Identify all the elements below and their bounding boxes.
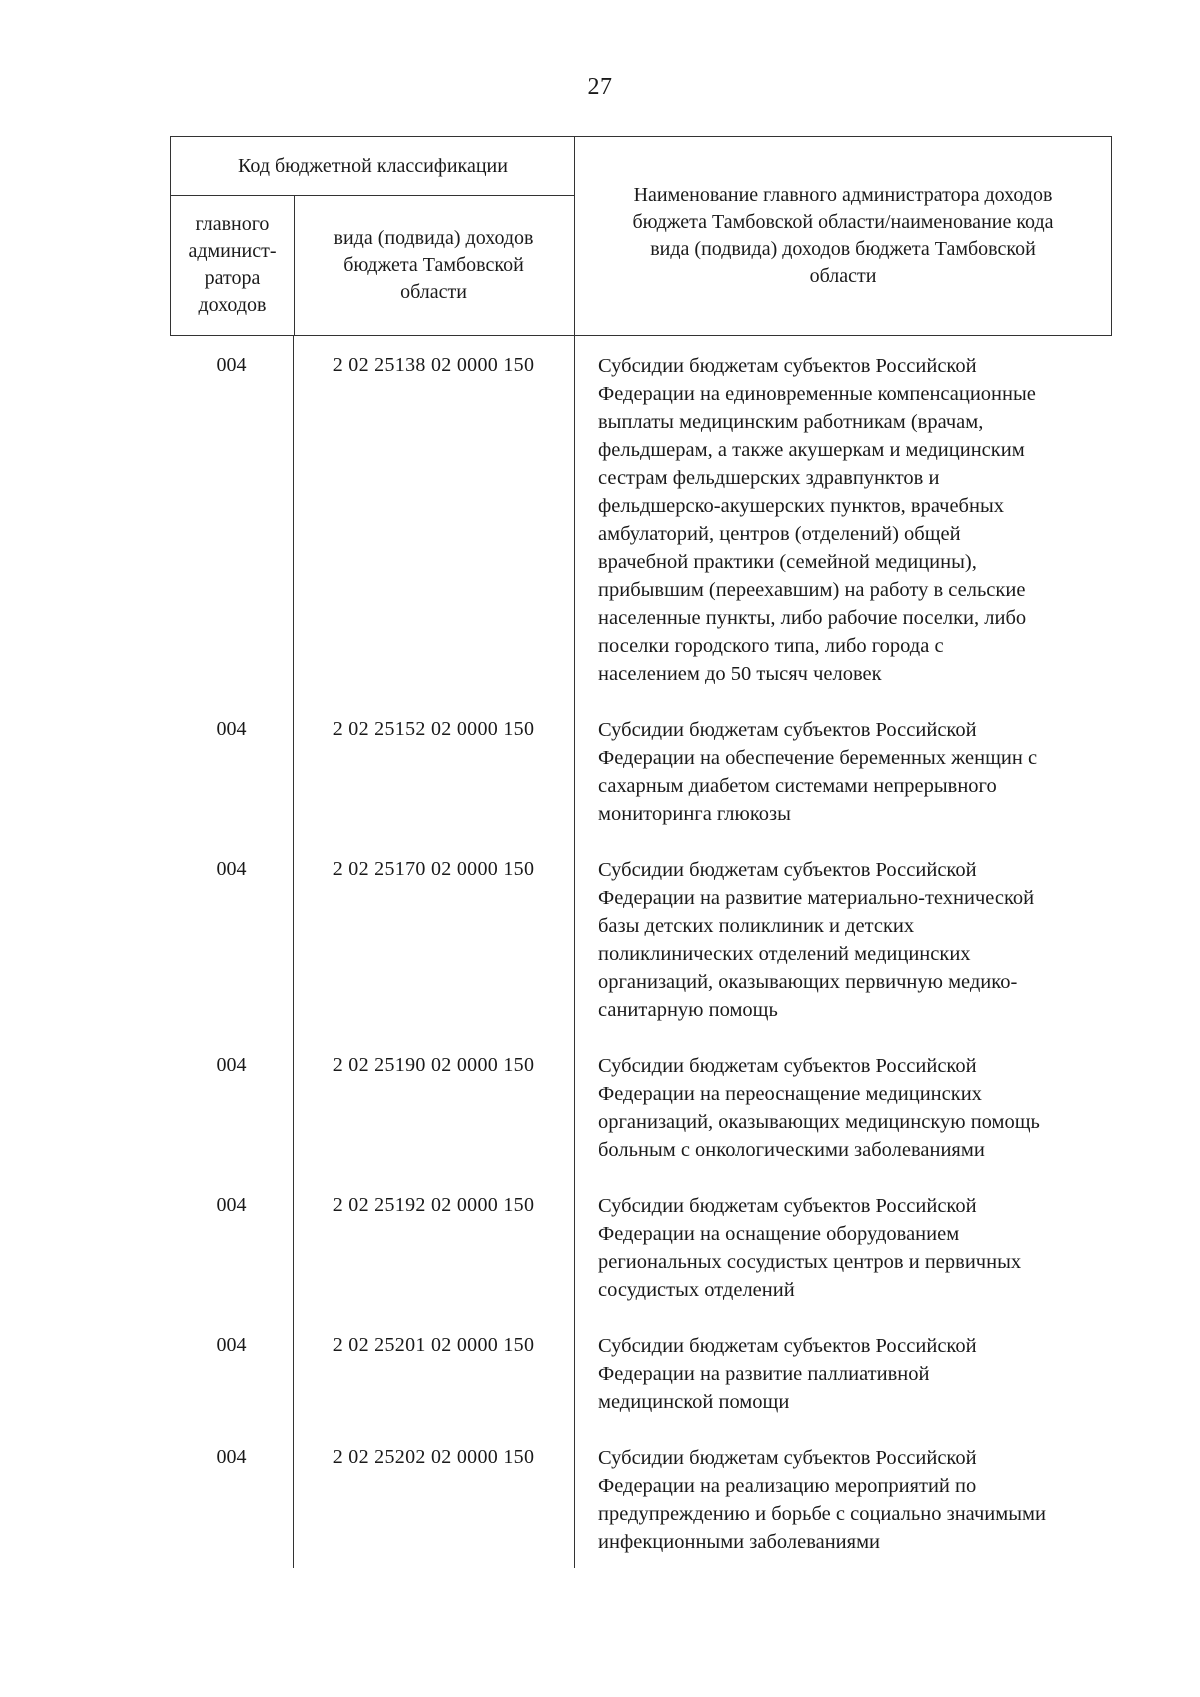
row-admin-code: 004 xyxy=(216,718,247,740)
table-row xyxy=(170,688,1112,828)
row-admin-code: 004 xyxy=(216,858,247,880)
table-row xyxy=(170,1164,1112,1304)
row-income-code: 2 02 25192 02 0000 150 xyxy=(332,1194,535,1216)
row-description: Субсидии бюджетам субъектов Российской Федерации на развитие паллиативной медицинской помощи xyxy=(598,1335,977,1413)
row-description: Субсидии бюджетам субъектов Российской Федерации на реализацию мероприятий по предупреждению и борьбе с социально значимыми инфекционными заболеваниями xyxy=(598,1447,1046,1553)
row-description: Субсидии бюджетам субъектов Российской Федерации на единовременные компенсационные выплаты медицинским работникам (врачам, фельдшерам, а также акушеркам и медицинским сестрам фельдшерских здравпунктов и фельдшерско-акушерских пунктов, врачебных амбулаторий, центров (отделений) общей врачебной практики (семейной медицины), прибывшим (переехавшим) на работу в сельские населенные пункты, либо рабочие поселки, либо поселки городского типа, либо города с населением до 50 тысяч человек xyxy=(598,355,1036,685)
table-row xyxy=(170,1024,1112,1164)
row-description: Субсидии бюджетам субъектов Российской Федерации на развитие материально-технической базы детских поликлиник и детских поликлинических отделений медицинских организаций, оказывающих первичную медико- санитарную помощь xyxy=(598,859,1035,1021)
table-body xyxy=(170,336,1112,1568)
row-income-code: 2 02 25152 02 0000 150 xyxy=(332,718,535,740)
row-income-code: 2 02 25170 02 0000 150 xyxy=(332,858,535,880)
header-chief-administrator: главного админист- ратора доходов xyxy=(170,195,295,335)
header-name: Наименование главного администратора доходов бюджета Тамбовской области/наименование кода вида (подвида) доходов бюджета Тамбовской области xyxy=(574,137,1112,335)
table-header xyxy=(170,136,1112,336)
table-row xyxy=(170,1304,1112,1416)
page-number: 27 xyxy=(587,74,613,100)
header-income-type-code: вида (подвида) доходов бюджета Тамбовской области xyxy=(333,226,534,303)
row-admin-code: 004 xyxy=(216,1194,247,1216)
row-income-code: 2 02 25190 02 0000 150 xyxy=(332,1054,535,1076)
row-admin-code: 004 xyxy=(216,354,247,376)
row-admin-code: 004 xyxy=(216,1054,247,1076)
table-row xyxy=(170,1416,1112,1568)
budget-classification-table xyxy=(170,136,1112,1568)
row-income-code: 2 02 25138 02 0000 150 xyxy=(332,354,535,376)
row-description: Субсидии бюджетам субъектов Российской Федерации на переоснащение медицинских организаций, оказывающих медицинскую помощь больным с онкологическими заболеваниями xyxy=(598,1055,1040,1161)
header-budget-classification-code: Код бюджетной классификации xyxy=(170,137,575,196)
table-row xyxy=(170,828,1112,1024)
row-description: Субсидии бюджетам субъектов Российской Федерации на оснащение оборудованием региональных сосудистых центров и первичных сосудистых отделений xyxy=(598,1195,1022,1301)
row-admin-code: 004 xyxy=(216,1446,247,1468)
row-admin-code: 004 xyxy=(216,1334,247,1356)
row-description: Субсидии бюджетам субъектов Российской Федерации на обеспечение беременных женщин с сахарным диабетом системами непрерывного мониторинга глюкозы xyxy=(598,719,1038,825)
table-row xyxy=(170,336,1112,688)
row-income-code: 2 02 25201 02 0000 150 xyxy=(332,1334,535,1356)
row-income-code: 2 02 25202 02 0000 150 xyxy=(332,1446,535,1468)
